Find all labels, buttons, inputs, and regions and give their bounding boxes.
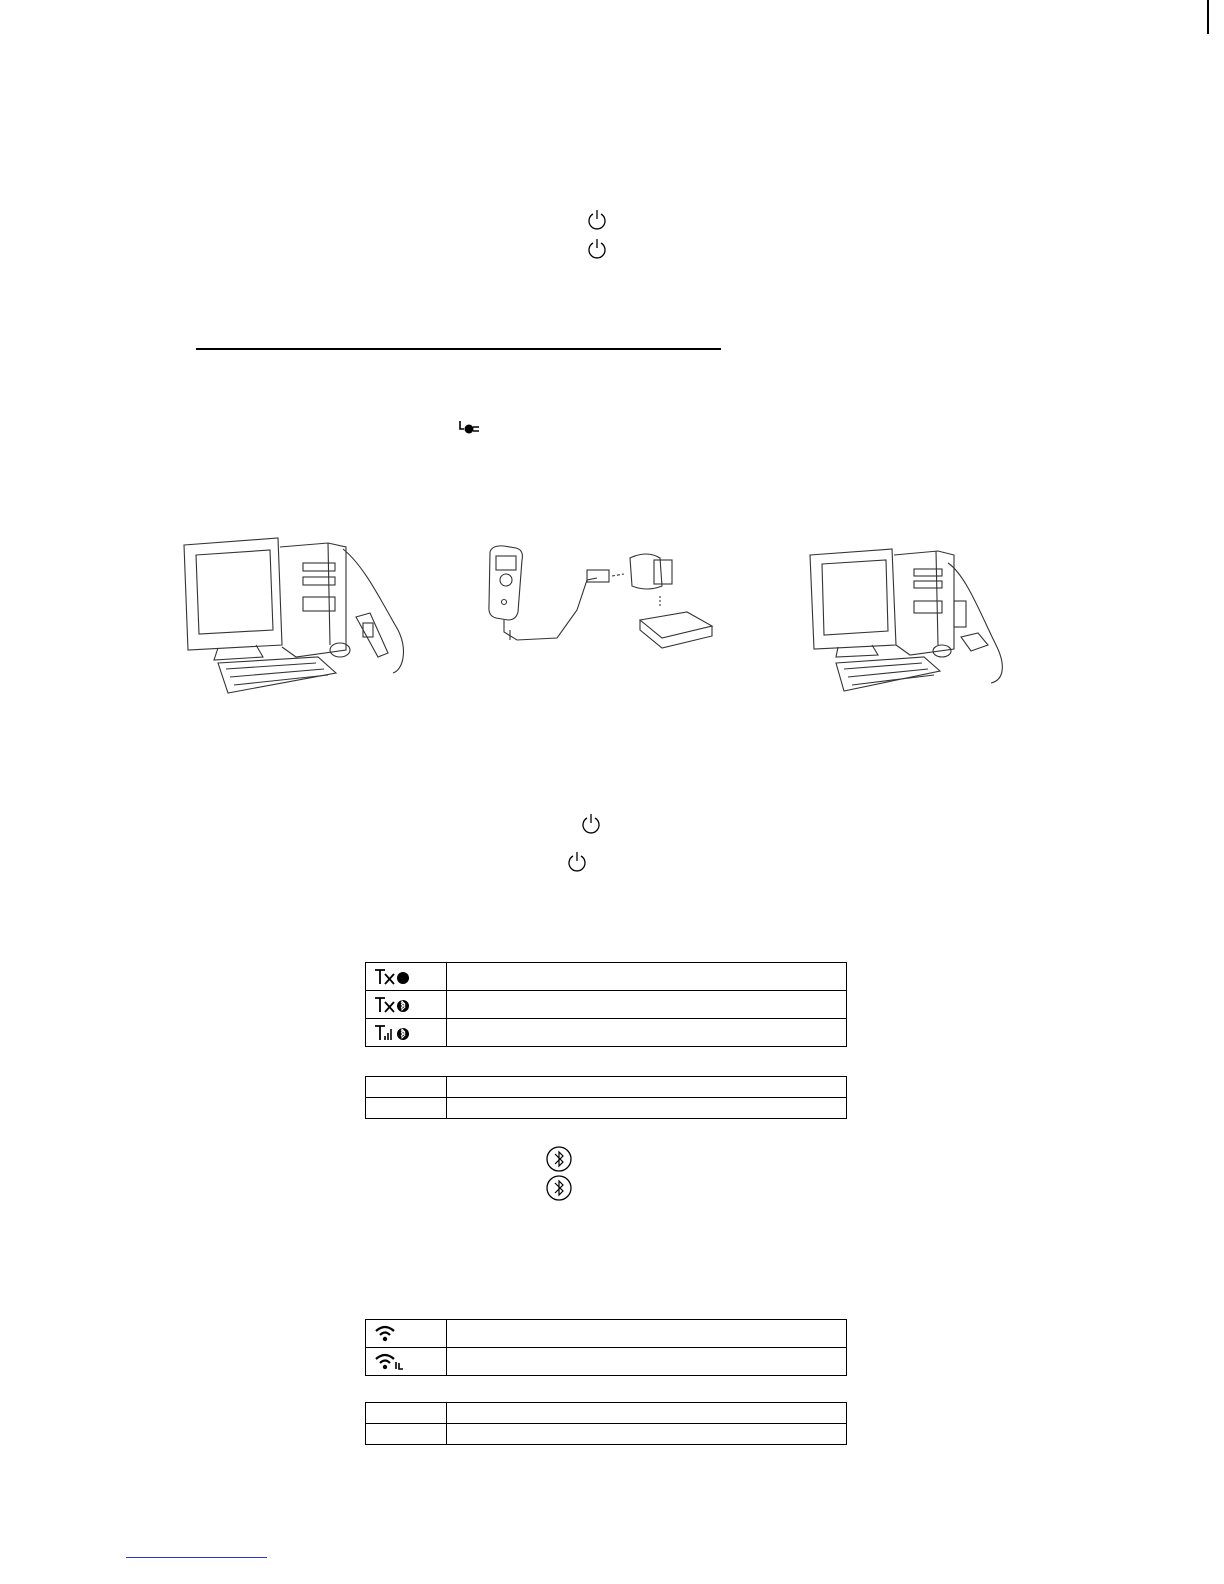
antenna-signal-bluetooth-icon: [374, 1023, 414, 1043]
table-cell-description: [447, 1019, 847, 1047]
wifi-status-table-2: [365, 1402, 847, 1445]
wifi-link-icon: [374, 1352, 414, 1372]
table-row: [366, 1424, 847, 1445]
connection-status-table-2: [365, 1076, 847, 1119]
table-cell-icon: [366, 963, 447, 991]
table-cell-icon: [366, 991, 447, 1019]
table-row: [366, 1320, 847, 1348]
table-row: [366, 1019, 847, 1047]
antenna-no-signal-bluetooth-icon: [374, 995, 414, 1015]
pc-usb-device-illustration: [178, 535, 428, 700]
table-row: [366, 991, 847, 1019]
table-cell-description: [447, 991, 847, 1019]
table-cell-description: [447, 1348, 847, 1376]
table-cell: [366, 1424, 447, 1445]
table-cell-description: [447, 963, 847, 991]
table-row: [366, 963, 847, 991]
table-cell: [366, 1098, 447, 1119]
table-row: [366, 1348, 847, 1376]
table-cell: [366, 1077, 447, 1098]
wifi-status-table: [365, 1319, 847, 1376]
bluetooth-icon: [545, 1145, 573, 1173]
power-icon: [586, 208, 608, 232]
page-edge-line: [1207, 0, 1209, 34]
wifi-icon: [374, 1324, 414, 1344]
table-cell-icon: [366, 1019, 447, 1047]
table-row: [366, 1403, 847, 1424]
plug-icon: [458, 420, 480, 436]
footer-link-underline[interactable]: [126, 1557, 267, 1558]
bluetooth-icon: [545, 1174, 573, 1202]
table-cell: [447, 1424, 847, 1445]
table-cell-icon: [366, 1320, 447, 1348]
table-cell-icon: [366, 1348, 447, 1376]
table-cell: [366, 1403, 447, 1424]
power-icon: [580, 812, 602, 836]
table-row: [366, 1098, 847, 1119]
connection-status-table: [365, 962, 847, 1047]
antenna-no-signal-dot-icon: [374, 967, 414, 987]
power-icon: [566, 850, 588, 874]
device-charger-illustration: [482, 540, 722, 655]
table-cell-description: [447, 1320, 847, 1348]
pc-cradle-illustration: [806, 545, 1016, 700]
table-cell: [447, 1098, 847, 1119]
table-row: [366, 1077, 847, 1098]
section-rule: [196, 348, 721, 350]
power-icon: [586, 237, 608, 261]
table-cell: [447, 1403, 847, 1424]
table-cell: [447, 1077, 847, 1098]
